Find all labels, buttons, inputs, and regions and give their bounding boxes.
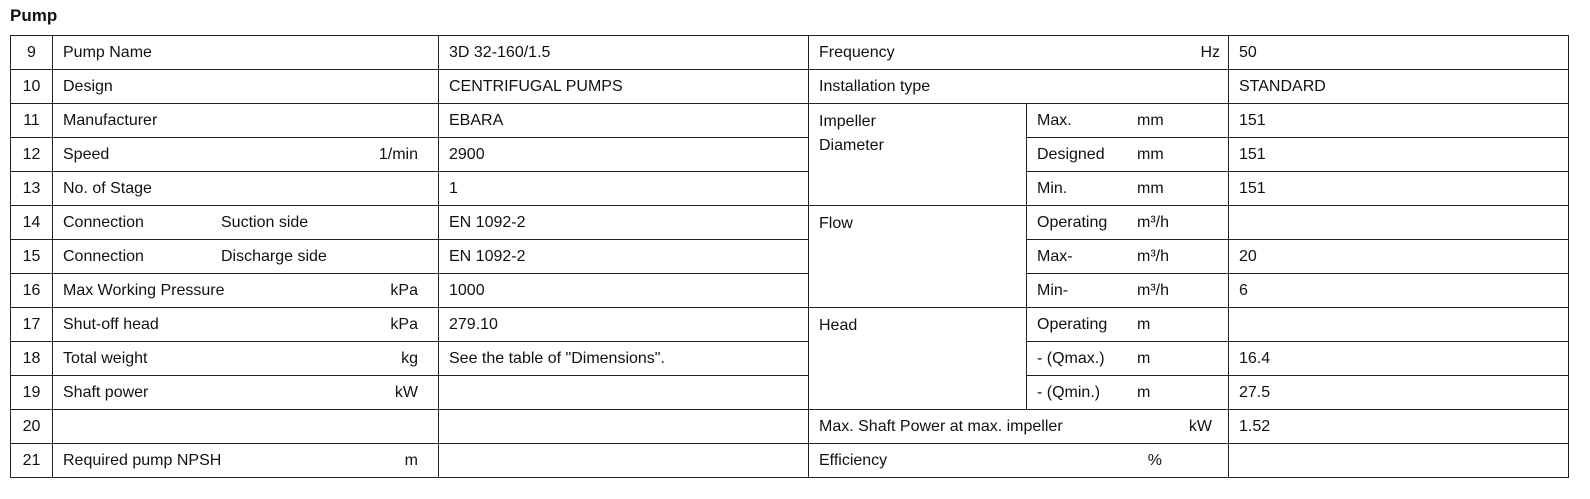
shaft-power-value	[439, 376, 809, 410]
head-qmin-unit: m	[1137, 383, 1151, 401]
impeller-min-unit: mm	[1137, 179, 1164, 197]
speed-label: Speed	[63, 145, 110, 163]
connection-discharge-cell	[53, 240, 439, 274]
total-weight-label: Total weight	[63, 349, 148, 367]
flow-max-unit: m³/h	[1137, 247, 1169, 265]
connection-label: Connection	[63, 213, 144, 231]
speed-value: 2900	[439, 138, 809, 172]
impeller-max-unit: mm	[1137, 111, 1164, 129]
diameter-label: Diameter	[819, 137, 884, 154]
section-title: Pump	[10, 6, 58, 25]
head-qmax-cell	[1027, 342, 1229, 376]
row-number: 20	[11, 410, 53, 444]
stage-label: No. of Stage	[53, 172, 439, 206]
row-number: 10	[11, 70, 53, 104]
head-qmin-label: - (Qmin.)	[1037, 383, 1101, 401]
flow-label: Flow	[809, 206, 1027, 308]
efficiency-cell	[809, 444, 1229, 478]
design-value: CENTRIFUGAL PUMPS	[439, 70, 809, 104]
table-row	[11, 410, 1569, 444]
head-qmax-unit: m	[1137, 349, 1151, 367]
head-qmax-label: - (Qmax.)	[1037, 349, 1105, 367]
installation-type-label: Installation type	[809, 70, 1229, 104]
installation-type-value: STANDARD	[1229, 70, 1569, 104]
impeller-designed-cell	[1027, 138, 1229, 172]
speed-unit: 1/min	[378, 145, 418, 163]
total-weight-cell	[53, 342, 439, 376]
shut-off-head-unit: kPa	[390, 315, 418, 333]
suction-side-label: Suction side	[221, 213, 309, 231]
max-shaft-power-unit: kW	[1188, 417, 1212, 435]
shaft-power-unit: kW	[394, 383, 418, 401]
table-row	[11, 138, 1569, 172]
row-number: 12	[11, 138, 53, 172]
row-number: 16	[11, 274, 53, 308]
row-number: 11	[11, 104, 53, 138]
connection-suction-value: EN 1092-2	[439, 206, 809, 240]
row-number: 15	[11, 240, 53, 274]
table-row	[11, 104, 1569, 138]
head-operating-label: Operating	[1037, 315, 1108, 333]
max-working-pressure-label: Max Working Pressure	[63, 281, 225, 299]
table-row	[11, 240, 1569, 274]
shaft-power-cell	[53, 376, 439, 410]
empty-value	[439, 410, 809, 444]
frequency-cell	[809, 36, 1229, 70]
table-row	[11, 376, 1569, 410]
table-row	[11, 274, 1569, 308]
impeller-min-cell	[1027, 172, 1229, 206]
flow-max-cell	[1027, 240, 1229, 274]
pump-name-value: 3D 32-160/1.5	[439, 36, 809, 70]
table-row	[11, 70, 1569, 104]
efficiency-value	[1229, 444, 1569, 478]
flow-max-label: Max-	[1037, 247, 1073, 265]
speed-cell	[53, 138, 439, 172]
impeller-designed-value: 151	[1229, 138, 1569, 172]
table-row	[11, 36, 1569, 70]
impeller-min-label: Min.	[1037, 179, 1068, 197]
pump-name-label: Pump Name	[53, 36, 439, 70]
shut-off-head-label: Shut-off head	[63, 315, 159, 333]
table-row	[11, 444, 1569, 478]
connection-suction-cell	[53, 206, 439, 240]
head-operating-cell	[1027, 308, 1229, 342]
max-working-pressure-cell	[53, 274, 439, 308]
max-working-pressure-value: 1000	[439, 274, 809, 308]
efficiency-label: Efficiency	[819, 451, 888, 469]
impeller-max-value: 151	[1229, 104, 1569, 138]
row-number: 13	[11, 172, 53, 206]
impeller-label: Impeller	[819, 113, 876, 130]
shut-off-head-cell	[53, 308, 439, 342]
flow-min-unit: m³/h	[1137, 281, 1169, 299]
row-number: 18	[11, 342, 53, 376]
frequency-unit: Hz	[1200, 43, 1220, 61]
shut-off-head-value: 279.10	[439, 308, 809, 342]
max-shaft-power-value: 1.52	[1229, 410, 1569, 444]
row-number: 21	[11, 444, 53, 478]
head-label: Head	[809, 308, 1027, 410]
head-qmax-value: 16.4	[1229, 342, 1569, 376]
head-qmin-value: 27.5	[1229, 376, 1569, 410]
frequency-value: 50	[1229, 36, 1569, 70]
flow-operating-label: Operating	[1037, 213, 1108, 231]
impeller-designed-label: Designed	[1037, 145, 1105, 163]
max-working-pressure-unit: kPa	[390, 281, 418, 299]
head-operating-unit: m	[1137, 315, 1151, 333]
flow-max-value: 20	[1229, 240, 1569, 274]
npsh-label: Required pump NPSH	[63, 451, 222, 469]
max-shaft-power-label: Max. Shaft Power at max. impeller	[819, 417, 1063, 435]
pump-spec-table	[10, 35, 1569, 478]
total-weight-unit: kg	[401, 349, 418, 367]
empty-label	[53, 410, 439, 444]
head-operating-value	[1229, 308, 1569, 342]
flow-min-cell	[1027, 274, 1229, 308]
impeller-max-cell	[1027, 104, 1229, 138]
impeller-diameter-label	[809, 104, 1027, 206]
npsh-value	[439, 444, 809, 478]
total-weight-value: See the table of "Dimensions".	[439, 342, 809, 376]
frequency-label: Frequency	[819, 43, 895, 61]
impeller-max-label: Max.	[1037, 111, 1072, 129]
design-label: Design	[53, 70, 439, 104]
table-row	[11, 172, 1569, 206]
flow-operating-cell	[1027, 206, 1229, 240]
flow-min-label: Min-	[1037, 281, 1069, 299]
flow-operating-value	[1229, 206, 1569, 240]
connection-discharge-value: EN 1092-2	[439, 240, 809, 274]
flow-operating-unit: m³/h	[1137, 213, 1169, 231]
max-shaft-power-cell	[809, 410, 1229, 444]
discharge-side-label: Discharge side	[221, 247, 327, 265]
table-row	[11, 206, 1569, 240]
manufacturer-value: EBARA	[439, 104, 809, 138]
stage-value: 1	[439, 172, 809, 206]
impeller-designed-unit: mm	[1137, 145, 1164, 163]
manufacturer-label: Manufacturer	[53, 104, 439, 138]
row-number: 19	[11, 376, 53, 410]
table-row	[11, 342, 1569, 376]
row-number: 17	[11, 308, 53, 342]
npsh-unit: m	[404, 451, 418, 469]
efficiency-unit: %	[1147, 451, 1162, 469]
row-number: 9	[11, 36, 53, 70]
flow-min-value: 6	[1229, 274, 1569, 308]
table-row	[11, 308, 1569, 342]
row-number: 14	[11, 206, 53, 240]
shaft-power-label: Shaft power	[63, 383, 149, 401]
npsh-cell	[53, 444, 439, 478]
connection-label: Connection	[63, 247, 144, 265]
head-qmin-cell	[1027, 376, 1229, 410]
impeller-min-value: 151	[1229, 172, 1569, 206]
